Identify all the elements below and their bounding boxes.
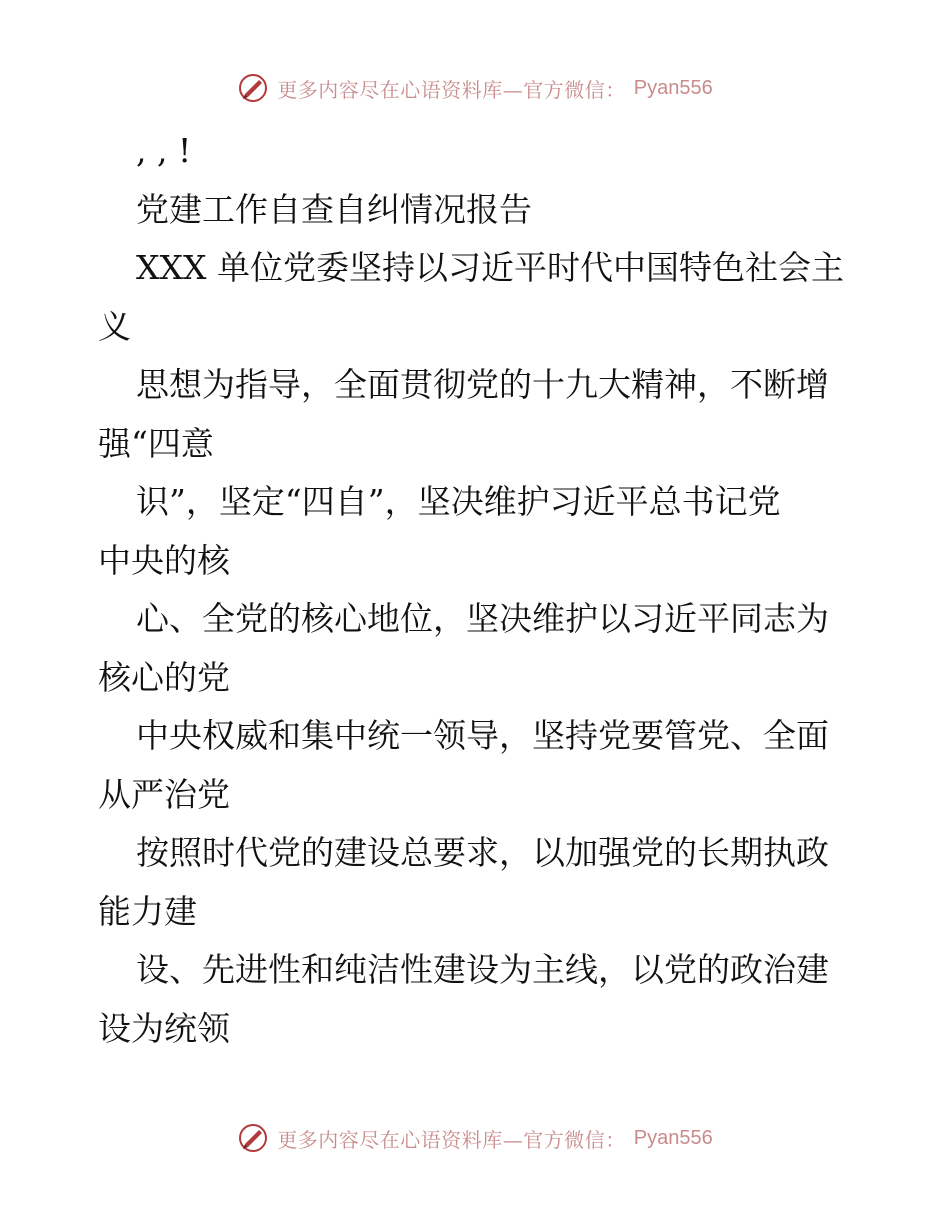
footer-watermark — [0, 1122, 950, 1154]
body-line: 设为统领 — [98, 1008, 230, 1048]
watermark-wechat-id: Pyan556 — [633, 1126, 713, 1149]
body-line: 义 — [98, 306, 131, 346]
body-line: 识”，坚定“四自”，坚决维护习近平总书记党 — [136, 482, 781, 521]
pen-logo-icon — [237, 1122, 269, 1154]
watermark-text: 更多内容尽在心语资料库—官方微信： — [277, 1127, 626, 1152]
body-line: , , ! — [136, 131, 192, 170]
body-line: 设、先进性和纯洁性建设为主线，以党的政治建 — [136, 950, 829, 989]
watermark-wechat-id: Pyan556 — [633, 76, 713, 99]
body-line: 按照时代党的建设总要求，以加强党的长期执政 — [136, 833, 829, 872]
body-line: 中央权威和集中统一领导，坚持党要管党、全面 — [136, 716, 829, 755]
body-line: 中央的核 — [98, 540, 230, 580]
body-line: 能力建 — [98, 891, 197, 931]
body-line: 心、全党的核心地位，坚决维护以习近平同志为 — [136, 599, 829, 638]
body-line: XXX 单位党委坚持以习近平时代中国特色社会主 — [136, 248, 844, 287]
watermark-text: 更多内容尽在心语资料库—官方微信： — [277, 77, 626, 102]
body-line: 强“四意 — [98, 423, 214, 463]
body-line: 思想为指导，全面贯彻党的十九大精神，不断增 — [136, 365, 829, 404]
document-body — [98, 122, 858, 1058]
header-watermark — [0, 72, 950, 104]
document-title: 党建工作自查自纠情况报告 — [136, 189, 532, 229]
body-line: 从严治党 — [98, 774, 230, 814]
pen-logo-icon — [237, 72, 269, 104]
body-line: 核心的党 — [98, 657, 230, 697]
